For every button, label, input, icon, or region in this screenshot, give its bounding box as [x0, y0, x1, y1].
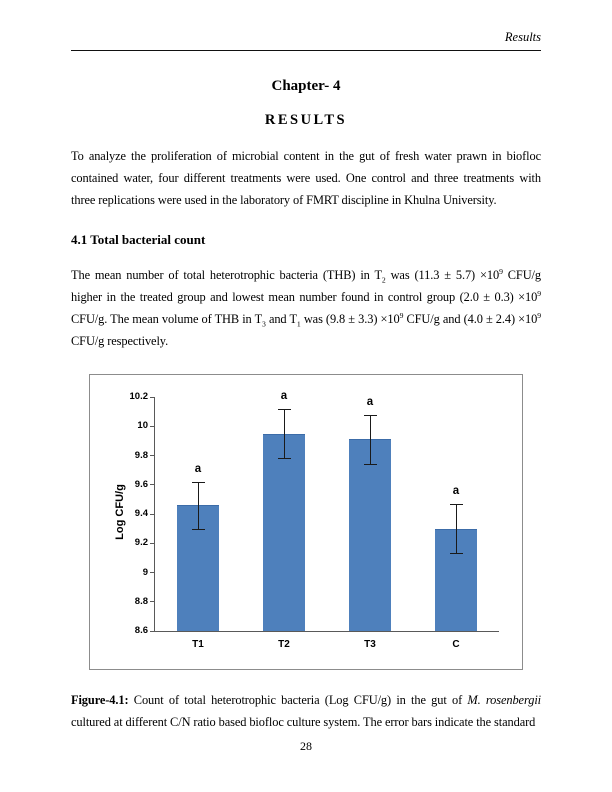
bar-significance-label: a [452, 484, 460, 497]
error-bar-cap-bottom [450, 553, 463, 554]
error-bar-line [370, 415, 371, 465]
running-head-text: Results [504, 30, 541, 44]
y-axis-tick [150, 455, 155, 456]
error-bar-cap-bottom [278, 458, 291, 459]
y-axis-tick [150, 631, 155, 632]
intro-paragraph: To analyze the proliferation of microbial content in the gut of fresh water prawn in biofloc contained water, four different treatments were used. One control and three treatments with three replications were used in the laboratory of FMRT discipline in Khulna University. [71, 149, 541, 207]
bar-T3 [349, 439, 391, 631]
section-paragraph: The mean number of total heterotrophic bacteria (THB) in $T_2$ was $(11.3 \pm 5.7) \times 10^9$ CFU/g higher in the treated group and lowest mean number found in control group $(2.0 \pm 0.3) \times 10^9$ CFU/g. The mean volume of THB in $T_3$ and $T_1$ was $(9.8 \pm 3.3) \times 10^9$ CFU/g and $(4.0 \pm 2.4) \times 10^9$ CFU/g respectively. [71, 266, 541, 348]
page-number: 28 [300, 739, 312, 753]
chapter-heading-results: RESULTS [264, 112, 348, 128]
chapter-title: Chapter- 4 [271, 78, 341, 94]
y-tick-label: 10.2 [129, 391, 148, 402]
error-bar-line [456, 504, 457, 554]
y-axis-tick [150, 601, 155, 602]
error-bar-cap-top [364, 415, 377, 416]
error-bar-cap-bottom [364, 464, 377, 465]
y-tick-label: 8.6 [134, 625, 148, 636]
y-axis-tick [150, 572, 155, 573]
error-bar-cap-top [278, 409, 291, 410]
error-bar-line [198, 482, 199, 529]
y-tick-label: 9.6 [134, 478, 148, 490]
y-axis-title: Log CFU/g [114, 484, 126, 540]
error-bar-cap-top [192, 482, 205, 483]
x-tick-label: C [452, 639, 460, 650]
y-tick-label: 9.8 [134, 449, 148, 461]
bar-significance-label: a [280, 389, 288, 402]
y-axis-tick [150, 426, 155, 427]
y-tick-label: 9 [142, 566, 148, 578]
y-tick-label: 9.2 [134, 537, 148, 549]
error-bar-line [284, 409, 285, 459]
y-axis-tick [150, 484, 155, 485]
bar-chart [90, 375, 522, 669]
y-tick-label: 9.4 [134, 508, 148, 519]
x-tick-label: T1 [192, 639, 204, 650]
page-footer [0, 739, 612, 754]
bar-T2 [263, 434, 305, 631]
chart-plot-area [129, 389, 499, 650]
figure-caption: Figure-4.1: Count of total heterotrophic bacteria (Log CFU/g) in the gut of M. rosenbergii cultured at different C/N ratio based biofloc culture system. The error bars indicate the standard [71, 693, 542, 729]
y-axis-tick [150, 514, 155, 515]
section-heading: 4.1 Total bacterial count [71, 232, 206, 247]
bar-significance-label: a [366, 395, 374, 408]
y-tick-label: 10 [137, 420, 148, 432]
x-tick-label: T2 [278, 639, 290, 650]
x-tick-label: T3 [364, 639, 376, 650]
y-tick-label: 8.8 [134, 595, 148, 607]
bar-significance-label: a [194, 462, 202, 475]
y-axis-tick [150, 543, 155, 544]
error-bar-cap-bottom [192, 529, 205, 530]
error-bar-cap-top [450, 504, 463, 505]
page-header [71, 30, 541, 51]
y-axis-tick [150, 397, 155, 398]
figure-4-1-box [89, 374, 523, 670]
